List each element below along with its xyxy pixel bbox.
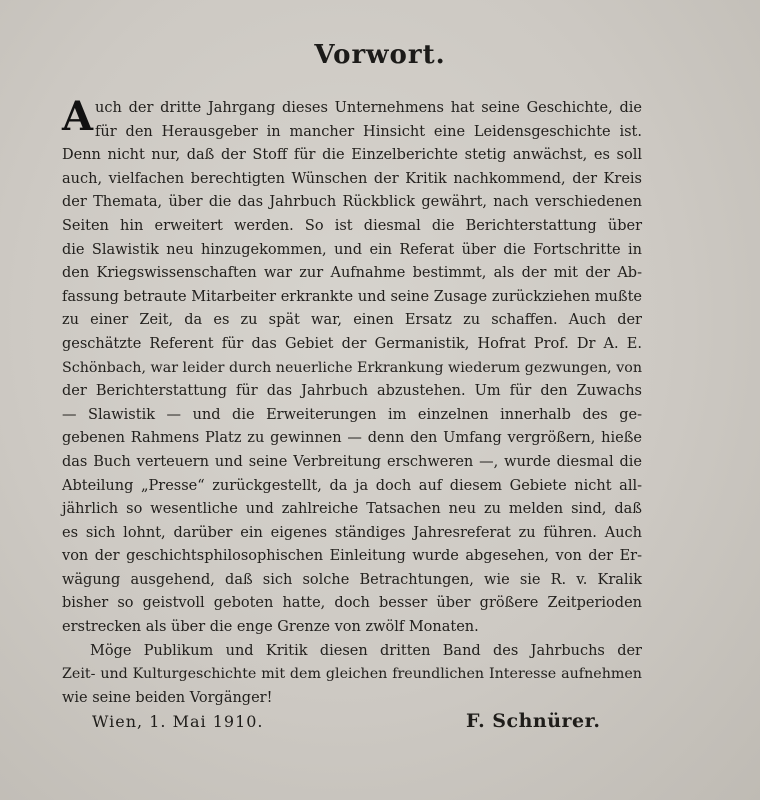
text-line: für den Herausgeber in mancher Hinsicht eine Leidensgeschichte ist. [95, 123, 642, 140]
text-line: Seiten hin erweitert werden. So ist diesmal die Berichterstattung über [62, 217, 642, 234]
text-line: das Buch verteuern und seine Verbreitung erschweren —, wurde diesmal die [62, 453, 642, 470]
text-line: die Slawistik neu hinzugekommen, und ein Referat über die Fortschritte in [62, 241, 642, 258]
author-signature: F. Schnürer. [466, 710, 601, 732]
text-line-first: uch der dritte Jahrgang dieses Unternehmens hat seine Geschichte, die [95, 100, 642, 116]
text-line: Möge Publikum und Kritik diesen dritten Band des Jahrbuchs der [90, 642, 642, 659]
closing-block [0, 710, 760, 740]
text-line: es sich lohnt, darüber ein eigenes ständiges Jahresreferat zu führen. Auch [62, 524, 642, 541]
text-line: geschätzte Referent für das Gebiet der Germanistik, Hofrat Prof. Dr A. E. [62, 335, 642, 352]
text-line: wie seine beiden Vorgänger! [62, 689, 273, 706]
text-line: den Kriegswissenschaften war zur Aufnahme bestimmt, als der mit der Ab- [62, 265, 642, 282]
text-line: bisher so geistvoll geboten hatte, doch besser über größere Zeitperioden [62, 595, 642, 612]
text-line: Abteilung „Presse“ zurückgestellt, da ja doch auf diesem Gebiete nicht all- [62, 477, 642, 494]
text-line: der Themata, über die das Jahrbuch Rückblick gewährt, nach verschiedenen [62, 194, 642, 211]
place-date: Wien, 1. Mai 1910. [92, 712, 264, 731]
page-title: Vorwort. [314, 40, 446, 70]
text-line: zu einer Zeit, da es zu spät war, einen Ersatz zu schaffen. Auch der [62, 312, 642, 329]
text-line: auch, vielfachen berechtigten Wünschen der Kritik nachkommend, der Kreis [62, 170, 642, 187]
body-text [62, 93, 643, 710]
text-line: erstrecken als über die enge Grenze von zwölf Monaten. [62, 619, 479, 636]
text-line: Schönbach, war leider durch neuerliche Erkrankung wiederum gezwungen, von [62, 359, 643, 376]
text-line: von der geschichtsphilosophischen Einleitung wurde abgesehen, von der Er- [62, 548, 642, 565]
text-line: der Berichterstattung für das Jahrbuch abzustehen. Um für den Zuwachs [62, 383, 642, 400]
text-line: Zeit- und Kulturgeschichte mit dem gleichen freundlichen Interesse aufnehmen [62, 666, 642, 683]
text-line: jährlich so wesentliche und zahlreiche Tatsachen neu zu melden sind, daß [62, 501, 642, 518]
text-line: wägung ausgehend, daß sich solche Betrachtungen, wie sie R. v. Kralik [62, 571, 642, 588]
drop-cap: A [62, 93, 94, 140]
text-line: — Slawistik — und die Erweiterungen im einzelnen innerhalb des ge- [62, 406, 642, 423]
text-line: gebenen Rahmens Platz zu gewinnen — denn den Umfang vergrößern, hieße [62, 430, 642, 447]
text-line: fassung betraute Mitarbeiter erkrankte und seine Zusage zurückziehen mußte [62, 288, 642, 305]
text-line: Denn nicht nur, daß der Stoff für die Einzelberichte stetig anwächst, es soll [62, 147, 642, 164]
